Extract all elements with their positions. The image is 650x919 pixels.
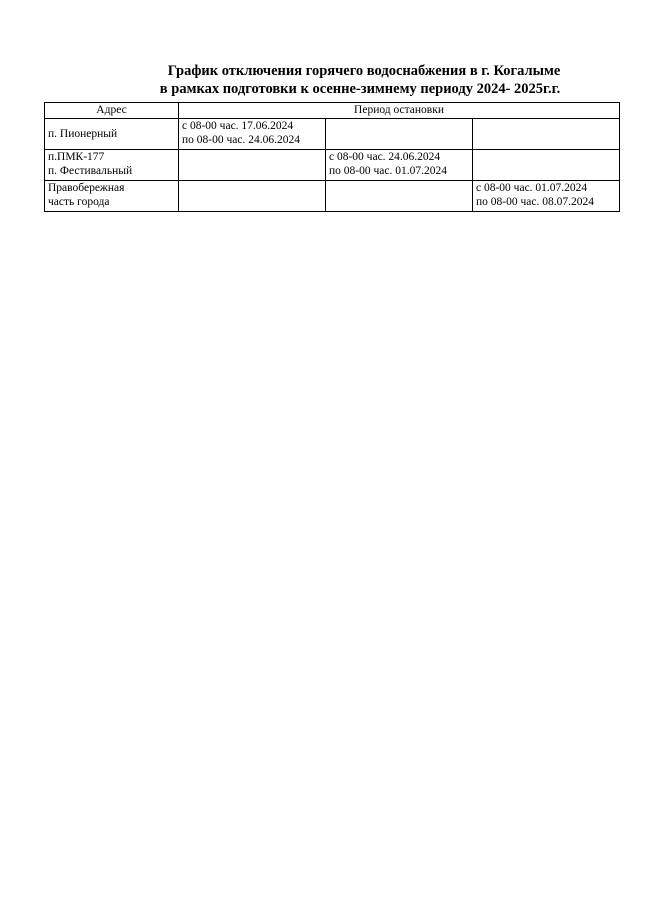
- period-cell: [326, 181, 473, 212]
- period-end: по 08-00 час. 08.07.2024: [476, 196, 594, 208]
- shutdown-schedule-table: [44, 102, 620, 212]
- period-cell: [473, 150, 620, 181]
- table-row: [45, 119, 620, 150]
- period-cell: [326, 150, 473, 181]
- address-line: Правобережная: [48, 182, 125, 194]
- address-line: п.ПМК-177: [48, 151, 105, 163]
- period-end: по 08-00 час. 01.07.2024: [329, 165, 447, 177]
- column-header-period: Период остановки: [179, 103, 620, 119]
- table-header-row: [45, 103, 620, 119]
- period-cell: [179, 119, 326, 150]
- address-cell: [45, 150, 179, 181]
- column-header-address: Адрес: [45, 103, 179, 119]
- period-cell: [473, 119, 620, 150]
- period-start: с 08-00 час. 17.06.2024: [182, 120, 294, 132]
- address-line: часть города: [48, 196, 110, 208]
- table-row: [45, 181, 620, 212]
- table-row: [45, 150, 620, 181]
- period-cell: [179, 181, 326, 212]
- document-title-line-2: в рамках подготовки к осенне-зимнему периоду 2024- 2025г.г.: [159, 81, 561, 97]
- address-cell: [45, 181, 179, 212]
- address-line: п. Фестивальный: [48, 165, 133, 177]
- period-cell: [326, 119, 473, 150]
- address-cell: [45, 119, 179, 150]
- period-cell: [473, 181, 620, 212]
- period-start: с 08-00 час. 01.07.2024: [476, 182, 588, 194]
- period-start: с 08-00 час. 24.06.2024: [329, 151, 441, 163]
- address-line: п. Пионерный: [48, 128, 118, 140]
- document-title-line-1: График отключения горячего водоснабжения в г. Когалыме: [167, 63, 561, 79]
- period-cell: [179, 150, 326, 181]
- period-end: по 08-00 час. 24.06.2024: [182, 134, 300, 146]
